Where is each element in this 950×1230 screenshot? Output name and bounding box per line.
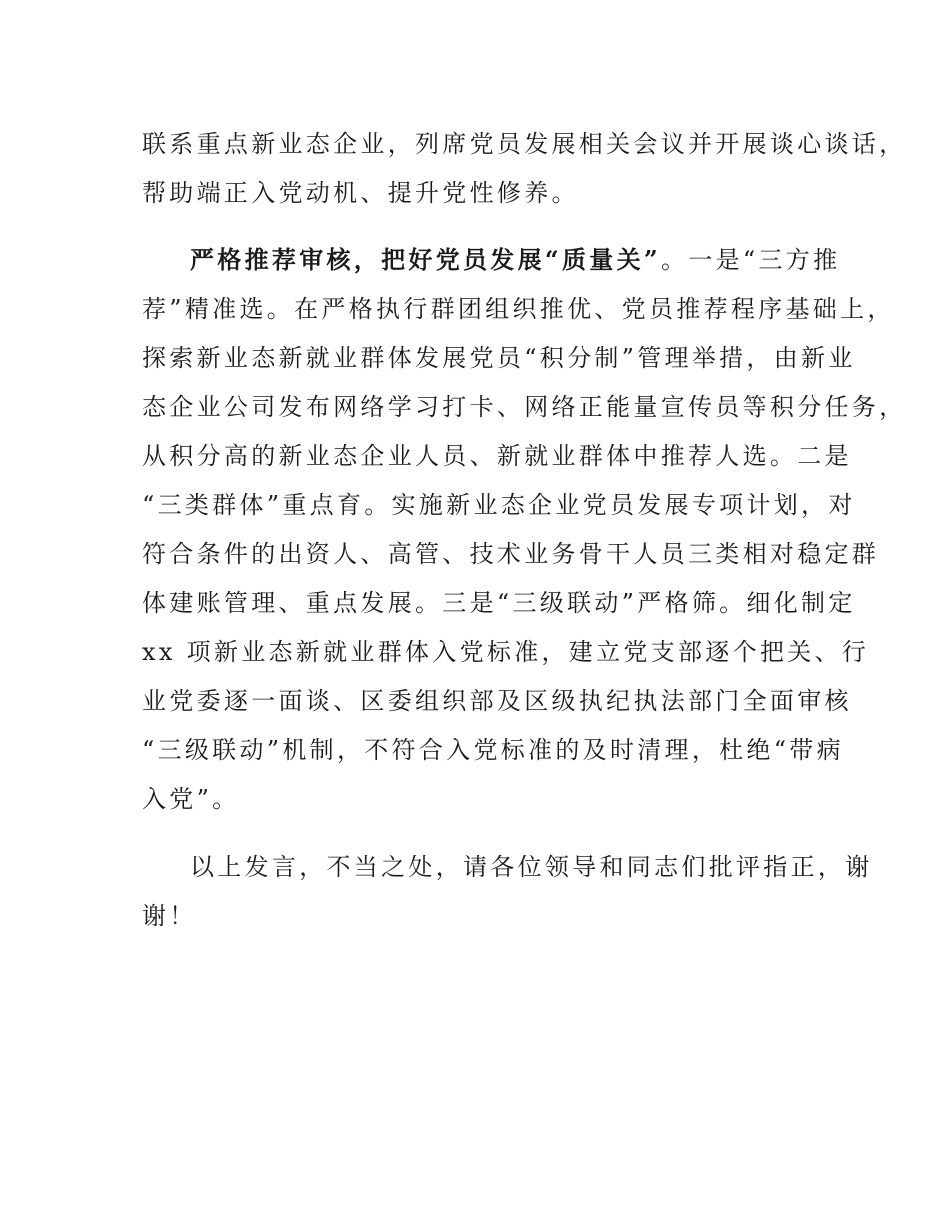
- paragraph-2-line-4: 态企业公司发布网络学习打卡、网络正能量宣传员等积分任务，: [142, 393, 907, 421]
- paragraph-2-line-1: [190, 245, 840, 275]
- paragraph-3-line-2: 谢！: [142, 902, 197, 930]
- paragraph-2-line-10: 业党委逐一面谈、区委组织部及区级执纪执法部门全面审核: [142, 687, 852, 715]
- paragraph-2-line-7: 符合条件的出资人、高管、技术业务骨干人员三类相对稳定群: [142, 540, 880, 568]
- paragraph-2-line-1-text: 。一是“三方推: [661, 246, 841, 274]
- paragraph-2-line-3: 探索新业态新就业群体发展党员“积分制”管理举措，由新业: [142, 344, 856, 372]
- paragraph-2-line-9: xx 项新业态新就业群体入党标准，建立党支部逐个把关、行: [142, 638, 870, 666]
- paragraph-2-line-5: 从积分高的新业态企业人员、新就业群体中推荐人选。二是: [142, 442, 852, 470]
- paragraph-2-line-2: 荐”精准选。在严格执行群团组织推优、党员推荐程序基础上，: [142, 295, 895, 323]
- paragraph-2-line-6: “三类群体”重点育。实施新业态企业党员发展专项计划，对: [142, 491, 856, 519]
- paragraph-3-line-1: 以上发言，不当之处，请各位领导和同志们批评指正，谢: [190, 853, 873, 881]
- paragraph-1-line-1: 联系重点新业态企业，列席党员发展相关会议并开展谈心谈话，: [142, 130, 907, 158]
- paragraph-2-heading: 严格推荐审核，把好党员发展“质量关”: [190, 245, 662, 274]
- paragraph-2-line-11: “三级联动”机制，不符合入党标准的及时清理，杜绝“带病: [142, 736, 844, 764]
- paragraph-2-line-12: 入党”。: [142, 785, 240, 813]
- paragraph-2-line-8: 体建账管理、重点发展。三是“三级联动”严格筛。细化制定: [142, 589, 856, 617]
- paragraph-1-line-2: 帮助端正入党动机、提升党性修养。: [142, 179, 579, 207]
